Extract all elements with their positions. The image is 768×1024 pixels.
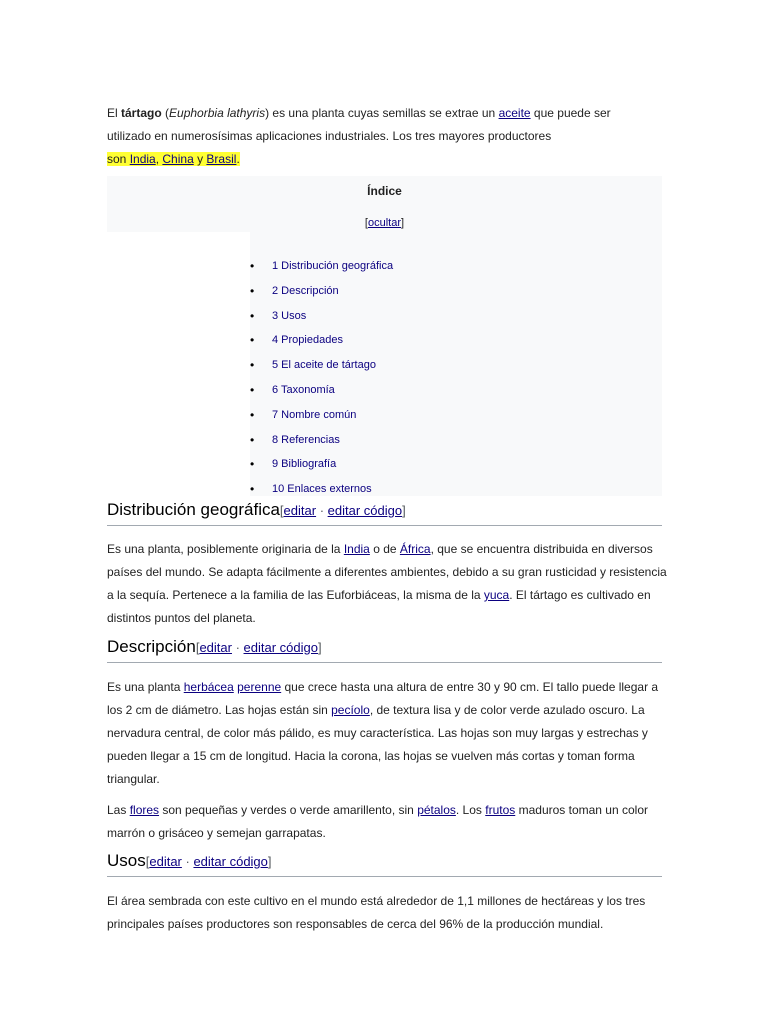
toc-title: Índice <box>367 184 402 198</box>
intro-text: , <box>155 152 163 166</box>
toc-item[interactable]: • 6 Taxonomía <box>250 379 393 404</box>
heading-descripcion <box>107 635 662 663</box>
link-flores[interactable]: flores <box>129 803 160 817</box>
link-herbacea[interactable]: herbácea <box>183 680 234 694</box>
link-brasil[interactable]: Brasil <box>206 152 237 166</box>
paragraph-text: Las <box>107 803 130 817</box>
edit-link[interactable]: editar <box>149 854 182 869</box>
link-china[interactable]: China <box>162 152 194 166</box>
paragraph-text: . El tártago es cultivado en distintos puntos del planeta. <box>107 588 651 625</box>
paragraph-distribucion <box>107 538 667 630</box>
heading-text: Descripción <box>107 637 196 656</box>
paragraph-descripcion-1 <box>107 676 667 791</box>
edit-separator: · <box>181 854 194 869</box>
toc-list <box>250 255 393 503</box>
heading-text: Usos <box>107 851 146 870</box>
intro-text: . <box>236 152 240 166</box>
edit-section-links <box>196 640 322 655</box>
edit-bracket: [ <box>195 640 200 655</box>
paragraph-text: Es una planta <box>107 680 184 694</box>
heading-distribucion <box>107 498 662 526</box>
link-aceite[interactable]: aceite <box>498 106 531 120</box>
intro-paragraph <box>107 102 652 171</box>
edit-source-link[interactable]: editar código <box>327 503 403 518</box>
intro-highlight <box>107 152 240 166</box>
edit-source-link[interactable]: editar código <box>193 854 268 869</box>
paragraph-text: o de <box>369 542 400 556</box>
edit-section-links <box>146 854 272 869</box>
toc-item[interactable]: • 5 El aceite de tártago <box>250 354 393 379</box>
paragraph-usos: El área sembrada con este cultivo en el mundo está alrededor de 1,1 millones de hectáreas y los tres principales países productores son responsables de cerca del 96% de la producción mundial. <box>107 894 646 931</box>
toc-item[interactable]: • 1 Distribución geográfica <box>250 255 393 280</box>
intro-text: que puede ser utilizado en numerosísimas aplicaciones industriales. Los tres mayores productores <box>107 106 611 143</box>
paragraph-text: Es una planta, posiblemente originaria de la <box>107 542 344 556</box>
intro-text: y <box>193 152 207 166</box>
intro-text: ( <box>161 106 170 120</box>
link-india[interactable]: India <box>129 152 156 166</box>
edit-link[interactable]: editar <box>283 503 317 518</box>
intro-text: ) es una planta cuyas semillas se extrae un <box>265 106 499 120</box>
link-yuca[interactable]: yuca <box>483 588 510 602</box>
edit-bracket: [ <box>279 503 284 518</box>
paragraph-text: son pequeñas y verdes o verde amarillento, sin <box>159 803 418 817</box>
link-peciolo[interactable]: pecíolo <box>331 703 370 717</box>
intro-scientific-name: Euphorbia lathyris <box>169 106 266 120</box>
link-africa[interactable]: África <box>399 542 431 556</box>
toc-item[interactable]: • 9 Bibliografía <box>250 453 393 478</box>
heading-usos <box>107 849 662 877</box>
paragraph-text: , que se encuentra distribuida en diversos países del mundo. Se adapta fácilmente a diferentes ambientes, debido a su gran rusticidad y resistencia a la sequía. Pertenece a la familia de las Euforbiáceas, la misma de la <box>107 542 667 602</box>
paragraph-text: que crece hasta una altura de entre 30 y 90 cm. El tallo puede llegar a los 2 cm de diámetro. Las hojas están sin <box>107 680 659 717</box>
edit-link[interactable]: editar <box>199 640 232 655</box>
toc-item[interactable]: • 7 Nombre común <box>250 404 393 429</box>
intro-text: son <box>107 152 130 166</box>
edit-bracket: ] <box>317 640 322 655</box>
edit-bracket: ] <box>267 854 272 869</box>
edit-separator: · <box>231 640 244 655</box>
paragraph-text: maduros toman un color marrón o grisáceo y semejan garrapatas. <box>107 803 648 840</box>
edit-separator: · <box>316 503 328 518</box>
intro-bold-term: tártago <box>121 106 162 120</box>
toc-item[interactable]: • 2 Descripción <box>250 280 393 305</box>
link-perenne[interactable]: perenne <box>237 680 282 694</box>
edit-source-link[interactable]: editar código <box>243 640 318 655</box>
toc-bracket: ] <box>401 217 405 229</box>
toc-item[interactable]: • 3 Usos <box>250 305 393 330</box>
paragraph-text: , de textura lisa y de color verde azulado oscuro. La nervadura central, de color más pálido, es muy característica. Las hojas son muy largas y estrechas y pueden llegar a 15 cm de longitud. Hacia la corona, las hojas se vuelven más cortas y toman forma triangular. <box>107 703 648 786</box>
edit-section-links <box>280 503 406 518</box>
paragraph-descripcion-2 <box>107 799 652 845</box>
edit-bracket: [ <box>145 854 150 869</box>
link-petalos[interactable]: pétalos <box>417 803 456 817</box>
link-frutos[interactable]: frutos <box>485 803 516 817</box>
edit-bracket: ] <box>402 503 406 518</box>
intro-text: El <box>107 106 122 120</box>
link-india[interactable]: India <box>343 542 370 556</box>
toc-item[interactable]: • 10 Enlaces externos <box>250 478 393 503</box>
toc-item[interactable]: • 4 Propiedades <box>250 329 393 354</box>
toc-hide-link[interactable]: ocultar <box>367 217 402 229</box>
toc-bracket: [ <box>364 217 368 229</box>
toc-toggle <box>107 217 662 229</box>
paragraph-text: . Los <box>455 803 486 817</box>
heading-text: Distribución geográfica <box>107 500 280 519</box>
toc-item[interactable]: • 8 Referencias <box>250 429 393 454</box>
